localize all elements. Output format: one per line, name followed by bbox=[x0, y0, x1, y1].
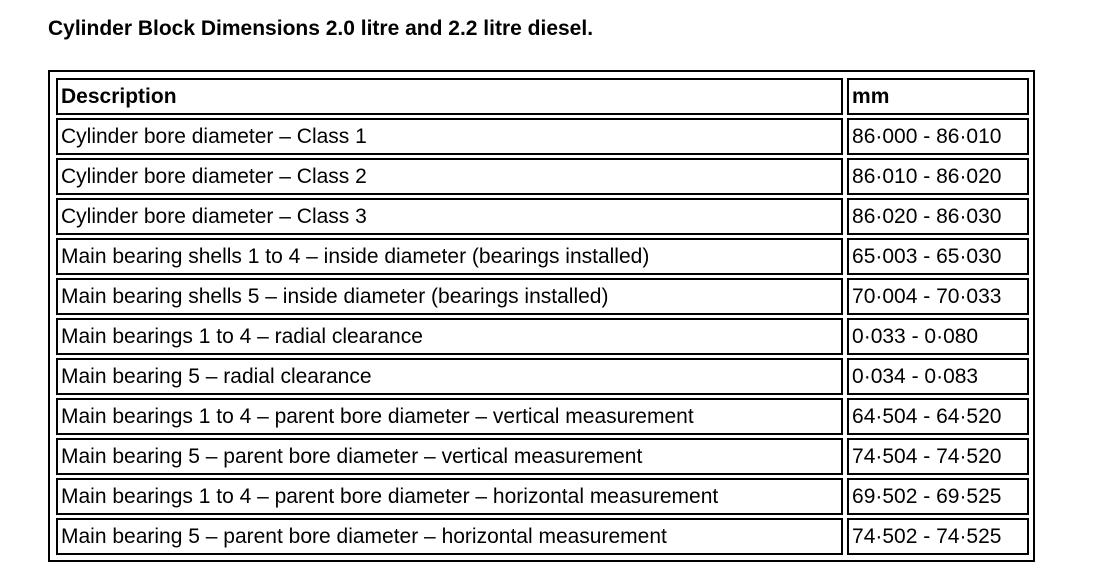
table-row bbox=[56, 358, 1029, 395]
table-row bbox=[56, 398, 1029, 435]
table-row bbox=[56, 318, 1029, 355]
mm-value-cell: 74·504 - 74·520 bbox=[847, 438, 1029, 475]
mm-value-cell: 0·033 - 0·080 bbox=[847, 318, 1029, 355]
header-mm: mm bbox=[847, 78, 1029, 115]
mm-value-cell: 0·034 - 0·083 bbox=[847, 358, 1029, 395]
description-cell: Cylinder bore diameter – Class 2 bbox=[56, 158, 843, 195]
specification-table-frame bbox=[48, 70, 1035, 562]
description-cell: Main bearing shells 1 to 4 – inside diameter (bearings installed) bbox=[56, 238, 843, 275]
page-title: Cylinder Block Dimensions 2.0 litre and 2.2 litre diesel. bbox=[48, 17, 594, 40]
header-description: Description bbox=[56, 78, 843, 115]
table-row bbox=[56, 518, 1029, 555]
table-row bbox=[56, 198, 1029, 235]
mm-value-cell: 69·502 - 69·525 bbox=[847, 478, 1029, 515]
description-cell: Main bearing 5 – radial clearance bbox=[56, 358, 843, 395]
table-row bbox=[56, 118, 1029, 155]
mm-value-cell: 65·003 - 65·030 bbox=[847, 238, 1029, 275]
mm-value-cell: 86·010 - 86·020 bbox=[847, 158, 1029, 195]
mm-value-cell: 86·000 - 86·010 bbox=[847, 118, 1029, 155]
table-header-row bbox=[56, 78, 1029, 115]
specification-table bbox=[52, 75, 1033, 558]
description-cell: Main bearing 5 – parent bore diameter – horizontal measurement bbox=[56, 518, 843, 555]
mm-value-cell: 70·004 - 70·033 bbox=[847, 278, 1029, 315]
mm-value-cell: 74·502 - 74·525 bbox=[847, 518, 1029, 555]
table-row bbox=[56, 438, 1029, 475]
description-cell: Main bearings 1 to 4 – parent bore diameter – vertical measurement bbox=[56, 398, 843, 435]
description-cell: Main bearing shells 5 – inside diameter (bearings installed) bbox=[56, 278, 843, 315]
description-cell: Cylinder bore diameter – Class 3 bbox=[56, 198, 843, 235]
description-cell: Main bearings 1 to 4 – radial clearance bbox=[56, 318, 843, 355]
description-cell: Main bearings 1 to 4 – parent bore diameter – horizontal measurement bbox=[56, 478, 843, 515]
mm-value-cell: 64·504 - 64·520 bbox=[847, 398, 1029, 435]
table-row bbox=[56, 238, 1029, 275]
mm-value-cell: 86·020 - 86·030 bbox=[847, 198, 1029, 235]
table-row bbox=[56, 158, 1029, 195]
description-cell: Cylinder bore diameter – Class 1 bbox=[56, 118, 843, 155]
description-cell: Main bearing 5 – parent bore diameter – vertical measurement bbox=[56, 438, 843, 475]
table-row bbox=[56, 278, 1029, 315]
table-row bbox=[56, 478, 1029, 515]
